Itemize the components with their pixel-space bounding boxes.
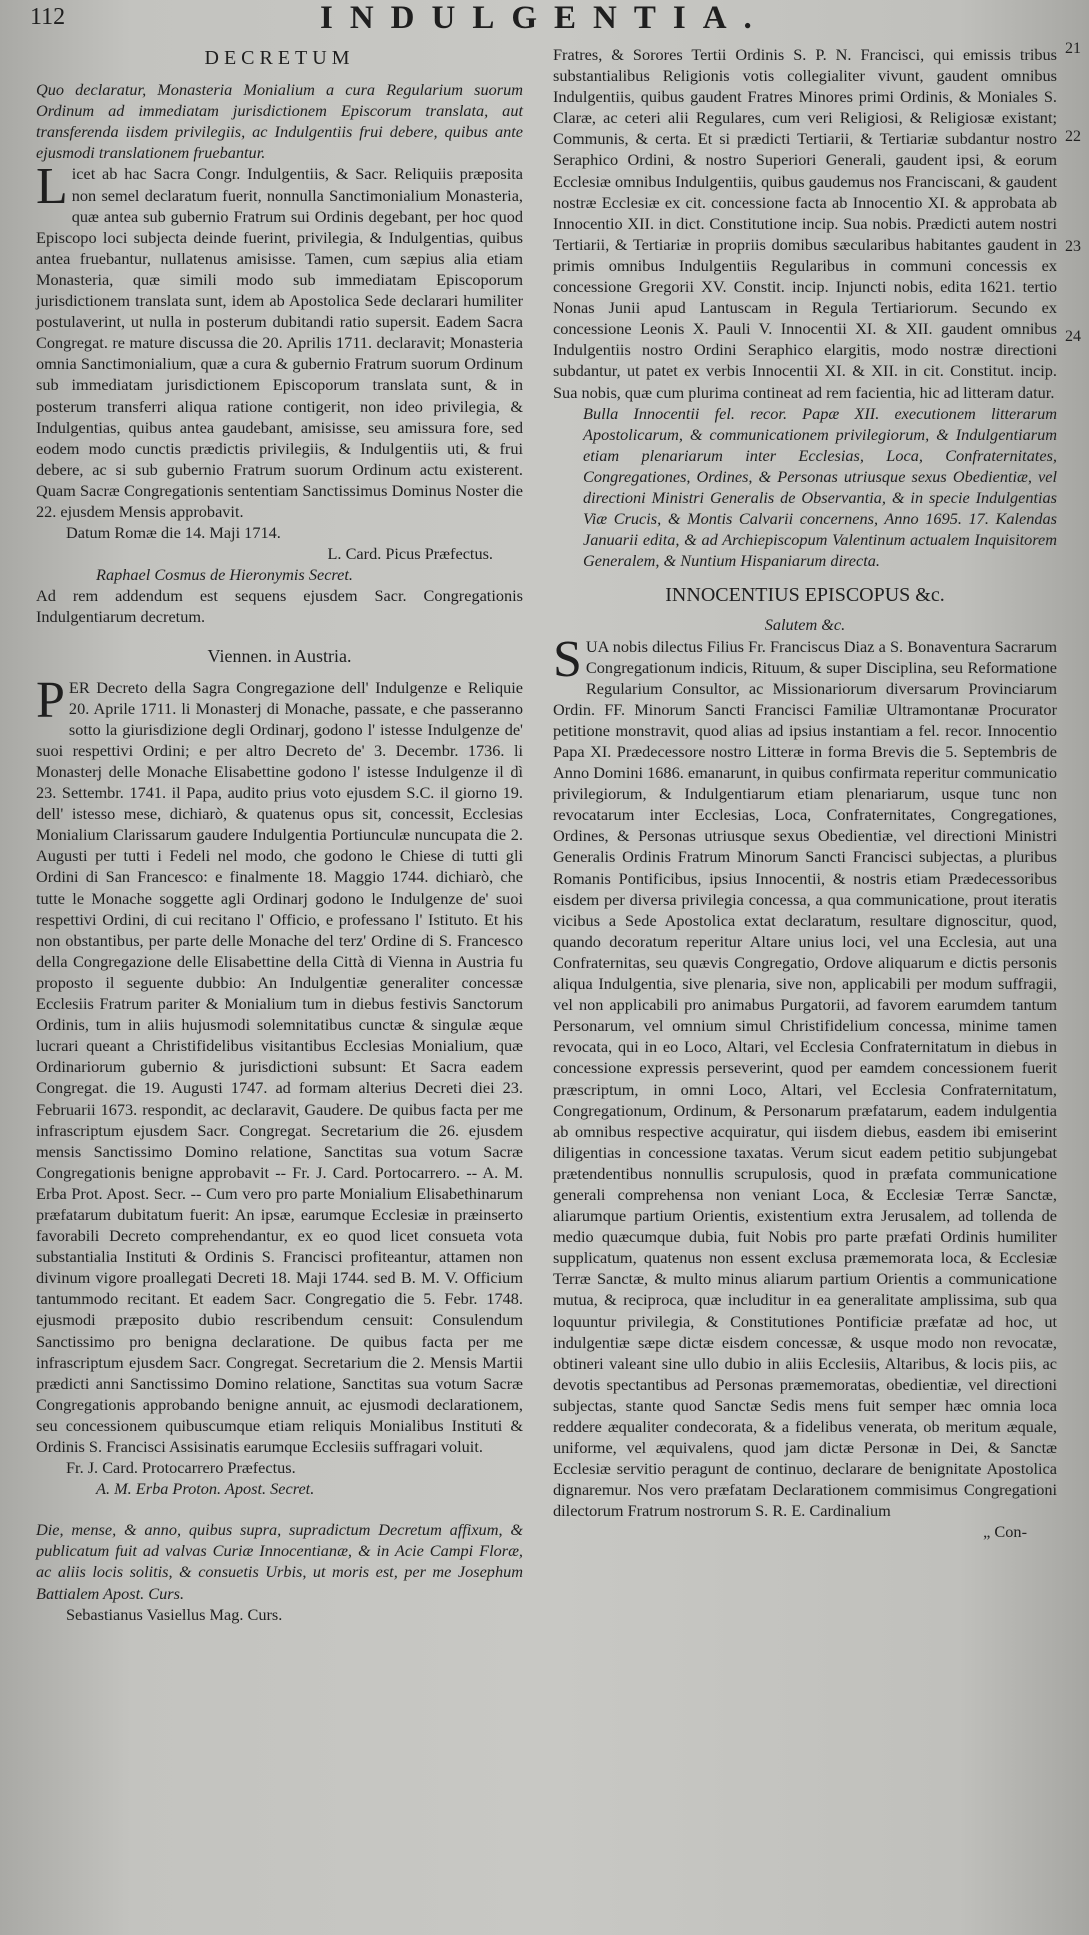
vienna-signature-prefect: Fr. J. Card. Protocarrero Præfectus. bbox=[66, 1458, 296, 1478]
decretum-body bbox=[36, 158, 523, 522]
margin-number: 24 bbox=[1065, 328, 1081, 345]
innocentius-text: UA nobis dilectus Filius Fr. Franciscus Diaz a S. Bonaventura Sacrarum Congregationum indicis, Rituum, & super Disciplina, seu Reformatione Regularium Consultor, ac Missionariorum diversarum Provinciarum Ordin. FF. Minorum Sancti Francisci Familiæ Ultramontanæ Procurator petitione monstravit, quod alias ad ipsius instantiam a fel. recor. Innocentio Papa XI. Prædecessore nostro Litteræ in forma Brevis die 5. Septembris de Anno Domini 1686. emanarunt, in quibus confirmata reperitur communicatio privilegiorum, & Indulgentiarum etiam plenariarum, usque tunc non revocatarum inter Ecclesias, Loca, Confraternitates, Congregationes, Ordines, & Personas utriusque sexus Obedientiæ, vel directioni Ministri Generalis Ordinis Fratrum Minorum Sancti Francisci subjectas, a pluribus Romanis Pontificibus, ipsius Innocentii, & nostris etiam Prædecessoribus eisdem per diversa privilegia concessa, a qua communicatione, prout iteratis vicibus a Sede Apostolica extat declaratum, resultare dignoscitur, quod, quando decoratum reperitur Altare unius loci, vel una Ecclesia, aut una Confraternitas, seu quævis Congregatio, Ordove aliquarum e dictis personis aliqua Indulgentia, sive plenaria, sive non, applicabili per modum suffragii, vel non applicabili pro animabus Purgatorii, ad favorem earumdem tantum Personarum, vel omnium simul Christifidelium concessa, minime tamen revocata, qui in eo Loco, Altari, vel Ecclesia Confraternitatum in diebus in concessione expressis perseverint, quod per eamdem concessionem fuerit præscriptum, in omni Loco, Altari, vel Ecclesia Confraternitatum, Congregationum, Ordinum, & Personarum præfatarum, eadem indulgentia ab omnibus respective acquiratur, qui iisdem diebus, easdem ibi emiserint diligentias in concessione taxatas. Verum sicut eadem petitio subjungebat prætendentibus nonnullis scrupulosis, quod in præfata communicatione generali comprehensa non veniant Loca, & Ecclesiæ Terræ Sanctæ, aliarumque partium Orientis, existentium extra Jerusalem, ad tollenda de medio quæcumque dubia, fuit Nobis pro parte præfati Ordinis humiliter supplicatum, quatenus non essent exclusa præmemorata loca, & Ecclesiæ Terræ Sanctæ, & multo minus aliarum partium Orientis a communicatione mutua, & reciproca, quæ includitur in ea generalitate amplissima, sub qua loquuntur privilegia, & Constitutiones Pontificiæ præfatæ ad hoc, ut indulgentiæ sæpe dictæ eisdem concessæ, & usque modo non revocatæ, obtineri valeant sine ullo dubio in aliis Ecclesiis, Altaribus, & locis piis, ac devotis spectantibus ad Personas præmemoratas, obedientiæ, vel directioni subjectas, stante quod Sanctæ Sedis mens fuit semper hæc omnia loca reddere æqualiter condecorata, & a fidelibus venerata, ob meritum æquale, uniforme, vel æquivalens, quod jam dictæ Personæ in Dei, & Sanctæ Ecclesiæ servitio peragunt de continuo, declarare de benignitate Apostolica dignaremur. Nos vero præfatam Declarationem commisimus Congregationi dilectorum Fratrum nostrorum S. R. E. Cardinalium bbox=[553, 636, 1057, 1521]
catchword: „ Con- bbox=[983, 1522, 1027, 1542]
vienna-signature-secretary: A. M. Erba Proton. Apost. Secret. bbox=[96, 1479, 315, 1499]
drop-cap: L bbox=[36, 158, 68, 216]
right-column bbox=[553, 44, 1057, 1543]
publication-note: Die, mense, & anno, quibus supra, supradictum Decretum affixum, & publicatum fuit ad valvas Curiæ Innocentianæ, & in Acie Campi Floræ, ac aliis locis solitis, & consuetis Urbis, ut moris est, per me Josephum Battialem Apost. Curs. bbox=[36, 1520, 523, 1603]
decretum-signature-prefect: L. Card. Picus Præfectus. bbox=[327, 544, 493, 564]
decretum-date: Datum Romæ die 14. Maji 1714. bbox=[66, 523, 281, 543]
continuation-text: Fratres, & Sorores Tertii Ordinis S. P. N. Francisci, qui emissis tribus substantialibus Religionis votis collegialiter vivunt, gaudent omnibus Indulgentiis, quibus gaudent Fratres Minores primi Ordinis, & Moniales S. Claræ, ac ceteri alii Regulares, cum veri Religiosi, & Religiosæ existant; Communis, & certa. Et si prædicti Tertiarii, & Tertiariæ subdantur nostro Seraphico Ordini, & nostro Superiori Generali, gaudent ipsi, & eorum Ecclesiæ omnibus Indulgentiis, quibus gaudemus nos Franciscani, & gaudent nostræ Ecclesiæ ex cit. concessione facta ab Innocentio XI. & approbata ab Innocentio XII. in dict. Constitutione incip. Sua nobis. Prædicti autem nostri Tertiarii, & Tertiariæ in propriis domibus sæcularibus habitantes gaudent in primis omnibus Indulgentiis Regularibus in communi concessis ex concessione Gregorii XV. Constit. incip. Injuncti nobis, edita 1621. tertio Nonas Junii apud Lantuscam in Regula Tertiariorum. Secundo ex concessione Leonis X. Pauli V. Innocentii XI. & XII. gaudent omnibus Indulgentiis nostro Ordini Seraphico elargitis, modo nostræ directioni subdantur, ut patet ex verbis Innocentii XI. & XII. in cit. Constitut. incip. Sua nobis, quæ cum plurima contineat ad rem facientia, hic ad litteram datur. bbox=[553, 45, 1057, 402]
addendum-note: Ad rem addendum est sequens ejusdem Sacr. Congregationis Indulgentiarum decretum. bbox=[36, 586, 523, 627]
decretum-heading: DECRETUM bbox=[204, 47, 355, 69]
decretum-signature-secretary: Raphael Cosmus de Hieronymis Secret. bbox=[96, 565, 353, 585]
decretum-text: icet ab hac Sacra Congr. Indulgentiis, & Sacr. Reliquiis præposita non semel declaratum fuerit, nonnulla Sanctimonialium Monasteria, quæ antea sub gubernio Fratrum sui Ordinis degebant, per hoc quod Episcopo loci subjecta deinde fuerint, privilegia, & Indulgentias, quibus antea fruebantur, nullatenus amisisse. Tamen, cum sæpius alia etiam Monasteria, quæ simili modo sub immediatam Episcoporum jurisdictionem translata sunt, idem ab Apostolica Sede declarari humiliter postulaverint, ut nulla in posterum dubitandi ratio supersit. Eadem Sacra Congregat. re mature discussa die 20. Aprilis 1711. declaravit; Monasteria omnia Sanctimonialium, quæ a cura & gubernio Fratrum suorum Ordinum sub immediatam jurisdictionem Episcoporum translata sunt, & in posterum transferri aliqua ratione contigerit, non ideo privilegia, & Indulgentias, quibus antea gaudebant, amisisse, seu amissura fore, sed eodem modo cunctis prædictis privilegiis, & Indulgentiis uti, & frui debere, ac si sub gubernio Fratrum suorum Ordinum actu existerent. Quam Sacræ Congregationis sententiam Sanctissimus Dominus Noster die 22. ejusdem Mensis approbavit. bbox=[36, 164, 523, 521]
salutem-line: Salutem &c. bbox=[764, 615, 846, 635]
left-column bbox=[36, 44, 523, 1625]
publication-signature: Sebastianus Vasiellus Mag. Curs. bbox=[66, 1604, 283, 1624]
page-number: 112 bbox=[30, 4, 66, 30]
running-title: INDULGENTIA. bbox=[320, 0, 769, 36]
vienna-body bbox=[36, 671, 523, 1457]
innocentius-heading: INNOCENTIUS EPISCOPUS &c. bbox=[665, 584, 945, 607]
innocentius-body bbox=[553, 630, 1057, 1522]
vienna-text: ER Decreto della Sagra Congregazione dell' Indulgenze e Reliquie 20. Aprile 1711. li Monasterj di Monache, passate, e che passeranno sotto la giurisdizione degli Ordinarj, godono l' istesse Indulgenze de' suoi respettivi Ordini; e per altro Decreto de' 3. Decembr. 1736. li Monasterj delle Monache Elisabettine godono l' istesse Indulgenze il dì 23. Settembr. 1741. il Papa, audito prius voto ejusdem S.C. il giorno 19. dell' istesso mese, dichiarò, & quatenus opus sit, concessit, Ecclesias Monialium Clarissarum gaudere Indulgentia Portiunculæ nuncupata die 2. Augusti per tutti i Fedeli nel modo, che godono le Chiese di tutti gli Ordini di San Francesco: e finalmente 18. Maggio 1744. dichiarò, che tutte le Monache soggette agli Ordinarj godono le Indulgenze de' suoi respettivi Ordini, di cui recitano l' Officio, e professano l' Istituto. Et his non obstantibus, per parte delle Monache del terz' Ordine di S. Francesco della Congregazione delle Elisabettine della Città di Vienna in Austria fu proposto il seguente dubbio: An Indulgentiæ generaliter concessæ Ecclesiis Fratrum pariter & Monialium tum in diebus festivis Sanctorum Ordinis, tum in aliis hujusmodi solemnitatibus cunctæ & singulæ æque lucrari queant a Christifidelibus visitantibus Ecclesias Monialium, quæ Ordinariorum gubernio & jurisdictioni subsunt: Et Sacra eadem Congregat. die 19. Augusti 1747. ad formam alterius Decreti diei 23. Februarii 1673. respondit, ac declaravit, Gaudere. De quibus facta per me infrascriptum ejusdem Sacr. Congregat. Secretarium die 26. ejusdem mensis Sanctissimo Domino relatione, Sanctitas sua votum Sacræ Congregationis benigne approbavit -- Fr. J. Card. Portocarrero. -- A. M. Erba Prot. Apost. Secr. -- Cum vero pro parte Monialium Elisabethinarum præfatarum dubitatum fuerit: An ipsæ, earumque Ecclesiæ in præinserto favorabili Decreto comprehendantur, ex eo quod licet consueta vota substantialia Instituti & Ordinis S. Francisci profiteantur, attamen non divinum vigore proallegati Decreti 18. Maji 1744. sed B. M. V. Officium tantummodo recitant. Et eadem Sacr. Congregatio die 5. Febr. 1748. ejusmodi præposito dubio rescribendum censuit: Consulendum Sanctissimo pro benigna declaratione. De quibus facta per me infrascriptum ejusdem Sacr. Congregat. Secretarium die 2. Mensis Martii prædicti anni Sanctissimo Domino relatione, Sanctitas sua votum Sacræ Congregationis approbando benigne annuit, ac ejusmodi declarationem, seu concessionem quibuscumque etiam reliquis Monialibus Instituti & Ordinis S. Francisci Assisinatis earumque Ecclesiis suffragari voluit. bbox=[36, 677, 523, 1456]
drop-cap: P bbox=[36, 671, 65, 729]
margin-number: 21 bbox=[1065, 40, 1081, 57]
drop-cap: S bbox=[553, 630, 582, 688]
margin-number: 23 bbox=[1065, 238, 1081, 255]
decretum-summary: Quo declaratur, Monasteria Monialium a cura Regularium suorum Ordinum ad immediatam jurisdictionem Episcorum translata, aut transferenda iisdem privilegiis, ac Indulgentiis frui debere, quibus ante ejusmodi translationem fruebantur. bbox=[36, 80, 523, 163]
margin-number: 22 bbox=[1065, 128, 1081, 145]
vienna-heading: Viennen. in Austria. bbox=[207, 645, 352, 666]
bulla-summary: Bulla Innocentii fel. recor. Papæ XII. executionem litterarum Apostolicarum, & communicationem privilegiorum, & Indulgentiarum etiam plenariarum inter Ecclesias, Loca, Confraternitates, Congregationes, Ordines, & Personas utriusque sexus Obedientiæ, vel directioni Ministri Generalis de Observantia, & in specie Indulgentias Viæ Crucis, & Montis Calvarii concernens, Anno 1695. 17. Kalendas Januarii edita, & ad Archiepiscopum Valentinum actualem Inquisitorem Generalem, & Nuntium Hispaniarum directa. bbox=[583, 403, 1057, 571]
